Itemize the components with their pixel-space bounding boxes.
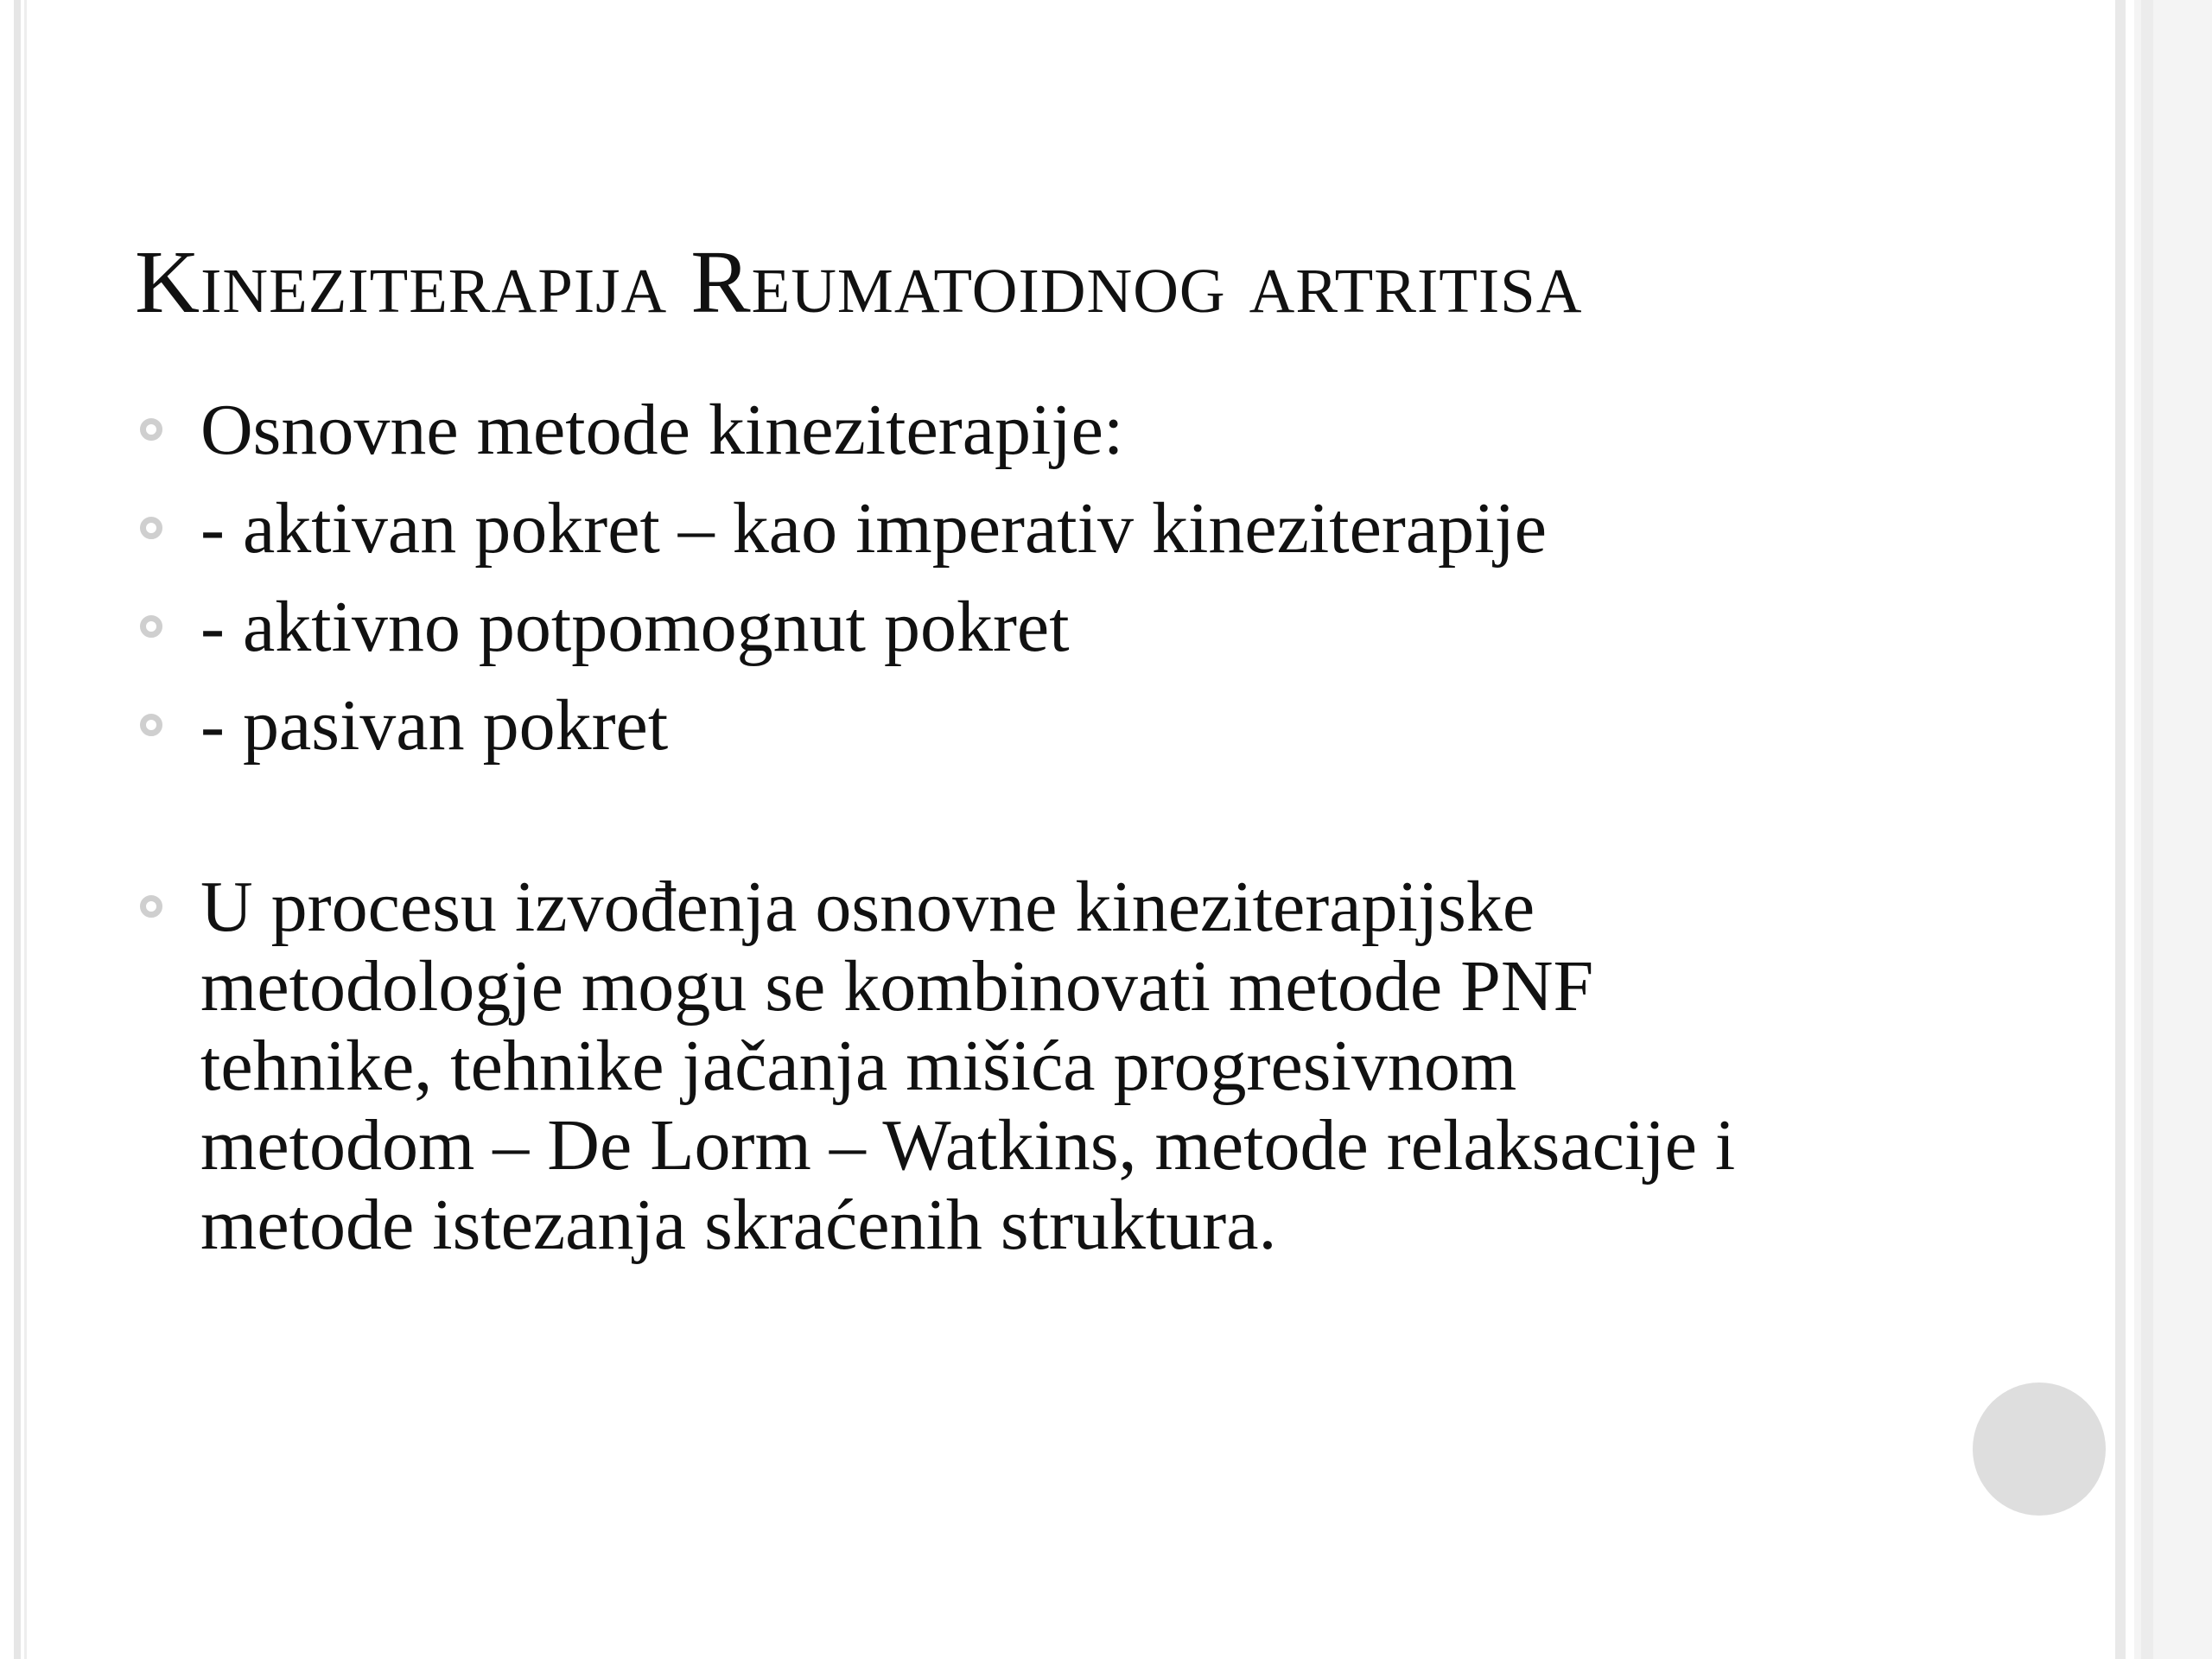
left-frame-border (14, 0, 21, 1659)
paragraph-item (135, 868, 2001, 1265)
left-frame-inner-line (24, 0, 27, 1659)
list-item (135, 391, 2001, 470)
bullet-circle-icon (140, 615, 162, 638)
paragraph-line: tehnike, tehnike jačanja mišića progresivnom (200, 1026, 1517, 1106)
list-item (135, 489, 2001, 569)
bullet-circle-icon (140, 714, 162, 736)
bullet-circle-icon (140, 517, 162, 539)
slide-number-circle (1973, 1382, 2106, 1516)
paragraph-line: metodologje mogu se kombinovati metode PNF (200, 946, 1594, 1027)
paragraph-line: U procesu izvođenja osnovne kineziterapijske (200, 867, 1535, 947)
bullet-list (135, 391, 2001, 1284)
list-item (135, 686, 2001, 766)
paragraph-line: metode istezanja skraćenih struktura. (200, 1185, 1277, 1265)
list-item-text: - pasivan pokret (200, 685, 669, 766)
slide-title: Kineziterapija Reumatoidnog artritisa (135, 232, 1583, 332)
right-frame-line (2141, 0, 2153, 1659)
bullet-circle-icon (140, 895, 162, 918)
list-item-text: - aktivno potpomognut pokret (200, 587, 1070, 667)
right-frame-border (2115, 0, 2126, 1659)
list-item-text: Osnovne metode kineziterapije: (200, 390, 1124, 470)
list-item-text: - aktivan pokret – kao imperativ kineziterapije (200, 488, 1548, 569)
bullet-circle-icon (140, 418, 162, 441)
list-item (135, 588, 2001, 667)
paragraph-line: metodom – De Lorm – Watkins, metode relaksacije i (200, 1105, 1736, 1185)
